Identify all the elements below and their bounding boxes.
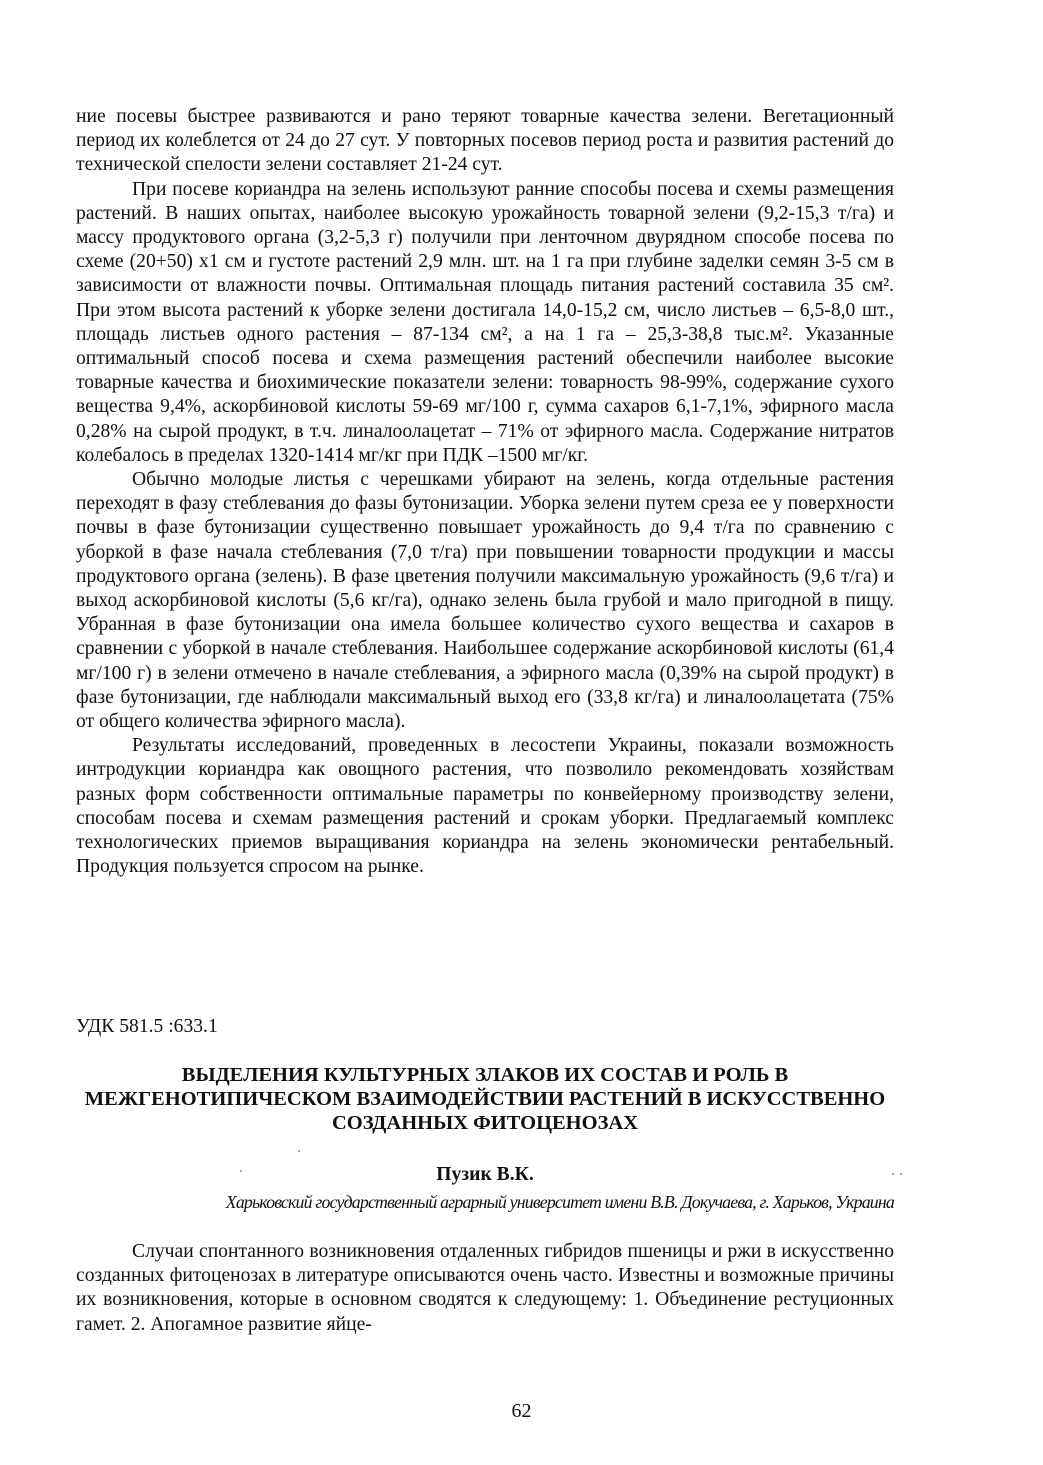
paragraph-harvesting: Обычно молодые листья с черешками убирают на зелень, когда отдельные растения переходят в фазу стеблевания до фазы бутонизации. Уборка зелени путем среза ее у поверхности почвы в фазе бутонизации существенно повышает урожайность до 9,4 т/га по сравнению с уборкой в фазе начала стеблевания (7,0 т/га) при повышении товарности продукции и массы продуктового органа (зелень). В фазе цветения получили максимальную урожайность (9,6 т/га) и выход аскорбиновой кислоты (5,6 кг/га), однако зелень была грубой и мало пригодной в пищу. Убранная в фазе бутонизации она имела большее количество сухого вещества и сахаров в сравнении с уборкой в начале стеблевания. Наибольшее содержание аскорбиновой кислоты (61,4 мг/100 г) в зелени отмечено в начале стеблевания, а эфирного масла (0,39% на сырой продукт) в фазе бутонизации, где наблюдали максимальный выход его (33,8 кг/га) и линалоолацетата (75% от общего количества эфирного масла). [76, 469, 894, 733]
article-body [76, 1240, 894, 1337]
author-affiliation: Харьковский государственный аграрный университет имени В.В. Докучаева, г. Харьков, Украина [225, 1192, 894, 1212]
article-title: ВЫДЕЛЕНИЯ КУЛЬТУРНЫХ ЗЛАКОВ ИХ СОСТАВ И РОЛЬ В МЕЖГЕНОТИПИЧЕСКОМ ВЗАИМОДЕЙСТВИИ РАСТЕНИЙ В ИСКУССТВЕННО СОЗДАННЫХ ФИТОЦЕНОЗАХ [84, 1064, 886, 1134]
article-author: Пузик В.К. [436, 1164, 534, 1185]
udc-code: УДК 581.5 :633.1 [76, 1016, 218, 1037]
paragraph-continuation: ние посевы быстрее развиваются и рано теряют товарные качества зелени. Вегетационный период их колеблется от 24 до 27 сут. У повторных посевов период роста и развития растений до технической спелости зелени составляет 21-24 сут. [76, 106, 894, 176]
scan-speck [240, 1170, 242, 1172]
page-number: 62 [511, 1400, 532, 1422]
intro-text-block [76, 105, 894, 880]
paragraph-sowing-methods: При посеве кориандра на зелень используют ранние способы посева и схемы размещения растений. В наших опытах, наиболее высокую урожайность товарной зелени (9,2-15,3 т/га) и массу продуктового органа (3,2-5,3 г) получили при ленточном двурядном способе посева по схеме (20+50) х1 см и густоте растений 2,9 млн. шт. на 1 га при глубине заделки семян 3-5 см в зависимости от влажности почвы. Оптимальная площадь питания растений составила 35 см². При этом высота растений к уборке зелени достигала 14,0-15,2 см, число листьев – 6,5-8,0 шт., площадь листьев одного растения – 87-134 см², а на 1 га – 25,3-38,8 тыс.м². Указанные оптимальный способ посева и схема размещения растений обеспечили наиболее высокие товарные качества и биохимические показатели зелени: товарность 98-99%, содержание сухого вещества 9,4%, аскорбиновой кислоты 59-69 мг/100 г, сумма сахаров 6,1-7,1%, эфирного масла 0,28% на сырой продукт, в т.ч. линалоолацетат – 71% от эфирного масла. Содержание нитратов колебалось в пределах 1320-1414 мг/кг при ПДК –1500 мг/кг. [76, 178, 894, 466]
paragraph-article-intro: Случаи спонтанного возникновения отдаленных гибридов пшеницы и ржи в искусственно созданных фитоценозах в литературе описываются очень часто. Известны и возможные причины их возникновения, которые в основном сводятся к следующему: 1. Объединение рестуционных гамет. 2. Апогамное развитие яйце- [76, 1241, 894, 1335]
paragraph-conclusions: Результаты исследований, проведенных в лесостепи Украины, показали возможность интродукции кориандра как овощного растения, что позволило рекомендовать хозяйствам разных форм собственности оптимальные параметры по конвейерному производству зелени, способам посева и схемам размещения растений и срокам уборки. Предлагаемый комплекс технологических приемов выращивания кориандра на зелень экономически рентабельный. Продукция пользуется спросом на рынке. [76, 735, 894, 878]
scan-speck [298, 1150, 300, 1152]
scan-speck [892, 1173, 894, 1175]
scan-speck [900, 1173, 902, 1175]
